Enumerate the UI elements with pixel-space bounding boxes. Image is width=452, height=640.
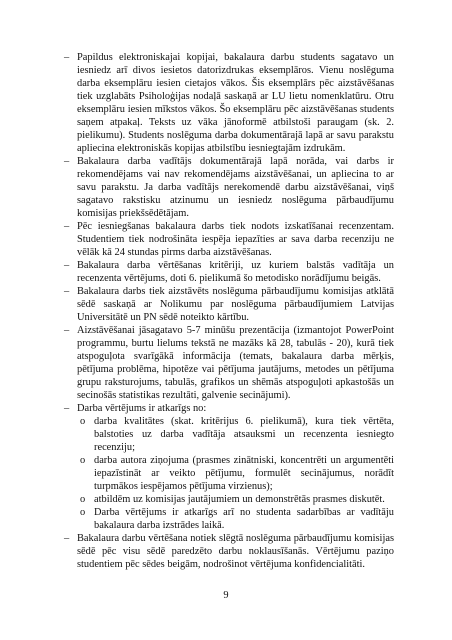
list-item <box>64 402 394 532</box>
dash-marker: – <box>64 221 70 232</box>
list-item-text: Pēc iesniegšanas bakalaura darbs tiek nodots izskatīšanai recenzentam. Studentiem tiek nodrošināta iespēja iepazīties ar sava darba recenziju ne vēlāk kā 24 stundas pirms darba aizstāvēšanas. <box>77 221 394 258</box>
dash-marker: – <box>64 260 70 271</box>
list-item <box>64 220 394 259</box>
sub-list <box>77 415 394 532</box>
list-item <box>64 285 394 324</box>
list-item-text: Darba vērtējums ir atkarīgs no: <box>77 403 207 414</box>
list-item-text: Bakalaura darbu vērtēšana notiek slēgtā noslēguma pārbaudījumu komisijas sēdē pēc visu sēdē paredzēto darbu noklausīšanās. Vērtējumu paziņo studentiem pēc sēdes beigām, nodrošinot vērtējuma konfidencialitāti. <box>77 533 394 570</box>
list-item-text: Papildus elektroniskajai kopijai, bakalaura darbu students sagatavo un iesniedz arī divos iesietos datorizdrukas eksemplāros. Vienu noslēguma darba eksemplāru iesien cietajos vākos. Šis eksemplārs pēc aizstāvēšanas tiek uzglabāts Psiholoģijas nodaļā saskaņā ar LU lietu nomenklatūru. Otru eksemplāru iesien mīkstos vākos. Šo eksemplāru pēc aizstāvēšanas students saņem atpakaļ. Teksts uz vāka jānoformē atbilstoši paraugam (sk. 2. pielikumu). Students noslēguma darba dokumentārajā lapā ar savu parakstu apliecina elektroniskās kopijas atbilstību iesniegtajām izdrukām. <box>77 52 394 154</box>
list-item <box>64 51 394 155</box>
sub-list-item <box>80 415 394 454</box>
list-item <box>64 259 394 285</box>
sub-list-item-text: darba kvalitātes (skat. kritērijus 6. pielikumā), kura tiek vērtēta, balstoties uz darba vadītāja atsauksmi un recenzenta iesniegto recenziju; <box>94 416 394 453</box>
sub-list-item-text: atbildēm uz komisijas jautājumiem un demonstrētās prasmes diskutēt. <box>94 494 385 505</box>
page-number: 9 <box>223 590 229 601</box>
circle-bullet-marker: o <box>80 507 86 518</box>
dash-marker: – <box>64 286 70 297</box>
dash-marker: – <box>64 156 70 167</box>
sub-list-item <box>80 493 394 506</box>
list-item <box>64 532 394 571</box>
sub-list-item-text: Darba vērtējums ir atkarīgs arī no studenta sadarbības ar vadītāju bakalaura darba izstrādes laikā. <box>94 507 394 531</box>
sub-list-item <box>80 454 394 493</box>
list-item <box>64 155 394 220</box>
dash-marker: – <box>64 403 70 414</box>
guideline-list <box>64 51 394 571</box>
list-item-text: Bakalaura darba vadītājs dokumentārajā lapā norāda, vai darbs ir rekomendējams vai nav rekomendējams aizstāvēšanai, un apliecina to ar savu parakstu. Ja darba vadītājs nerekomendē darbu aizstāvēšanai, viņš sagatavo rakstisku atzinumu un iesniedz noslēguma pārbaudījumu komisijas priekšsēdētājam. <box>77 156 394 219</box>
dash-marker: – <box>64 52 70 63</box>
sub-list-item-text: darba autora ziņojuma (prasmes zinātniski, koncentrēti un argumentēti iepazīstināt ar veikto pētījumu, formulēt secinājumus, norādīt turpmākos iespējamos pētījuma virzienus); <box>94 455 394 492</box>
list-item-text: Bakalaura darba vērtēšanas kritēriji, uz kuriem balstās vadītāja un recenzenta vērtējums, doti 6. pielikumā šo metodisko norādījumu beigās. <box>77 260 394 284</box>
dash-marker: – <box>64 533 70 544</box>
list-item <box>64 324 394 402</box>
list-item-text: Aizstāvēšanai jāsagatavo 5-7 minūšu prezentācija (izmantojot PowerPoint programmu, burtu lielums tekstā ne mazāks kā 28, tabulās - 20), kurā tiek atspoguļota svarīgākā informācija (temats, bakalaura darba mērķis, pētījuma problēma, hipotēze vai pētījuma jautājums, metodes un pētījuma grupu raksturojums, tabulās, grafikos un shēmās atspoguļoti apkastošās un secinošās statistikas rezultāti, galvenie secinājumi). <box>77 325 394 401</box>
sub-list-item <box>80 506 394 532</box>
circle-bullet-marker: o <box>80 416 86 427</box>
list-item-text: Bakalaura darbs tiek aizstāvēts noslēguma pārbaudījumu komisijas atklātā sēdē saskaņā ar Nolikumu par noslēguma pārbaudījumiem Latvijas Universitātē un PN sēdē noteikto kārtību. <box>77 286 394 323</box>
circle-bullet-marker: o <box>80 455 86 466</box>
circle-bullet-marker: o <box>80 494 86 505</box>
dash-marker: – <box>64 325 70 336</box>
